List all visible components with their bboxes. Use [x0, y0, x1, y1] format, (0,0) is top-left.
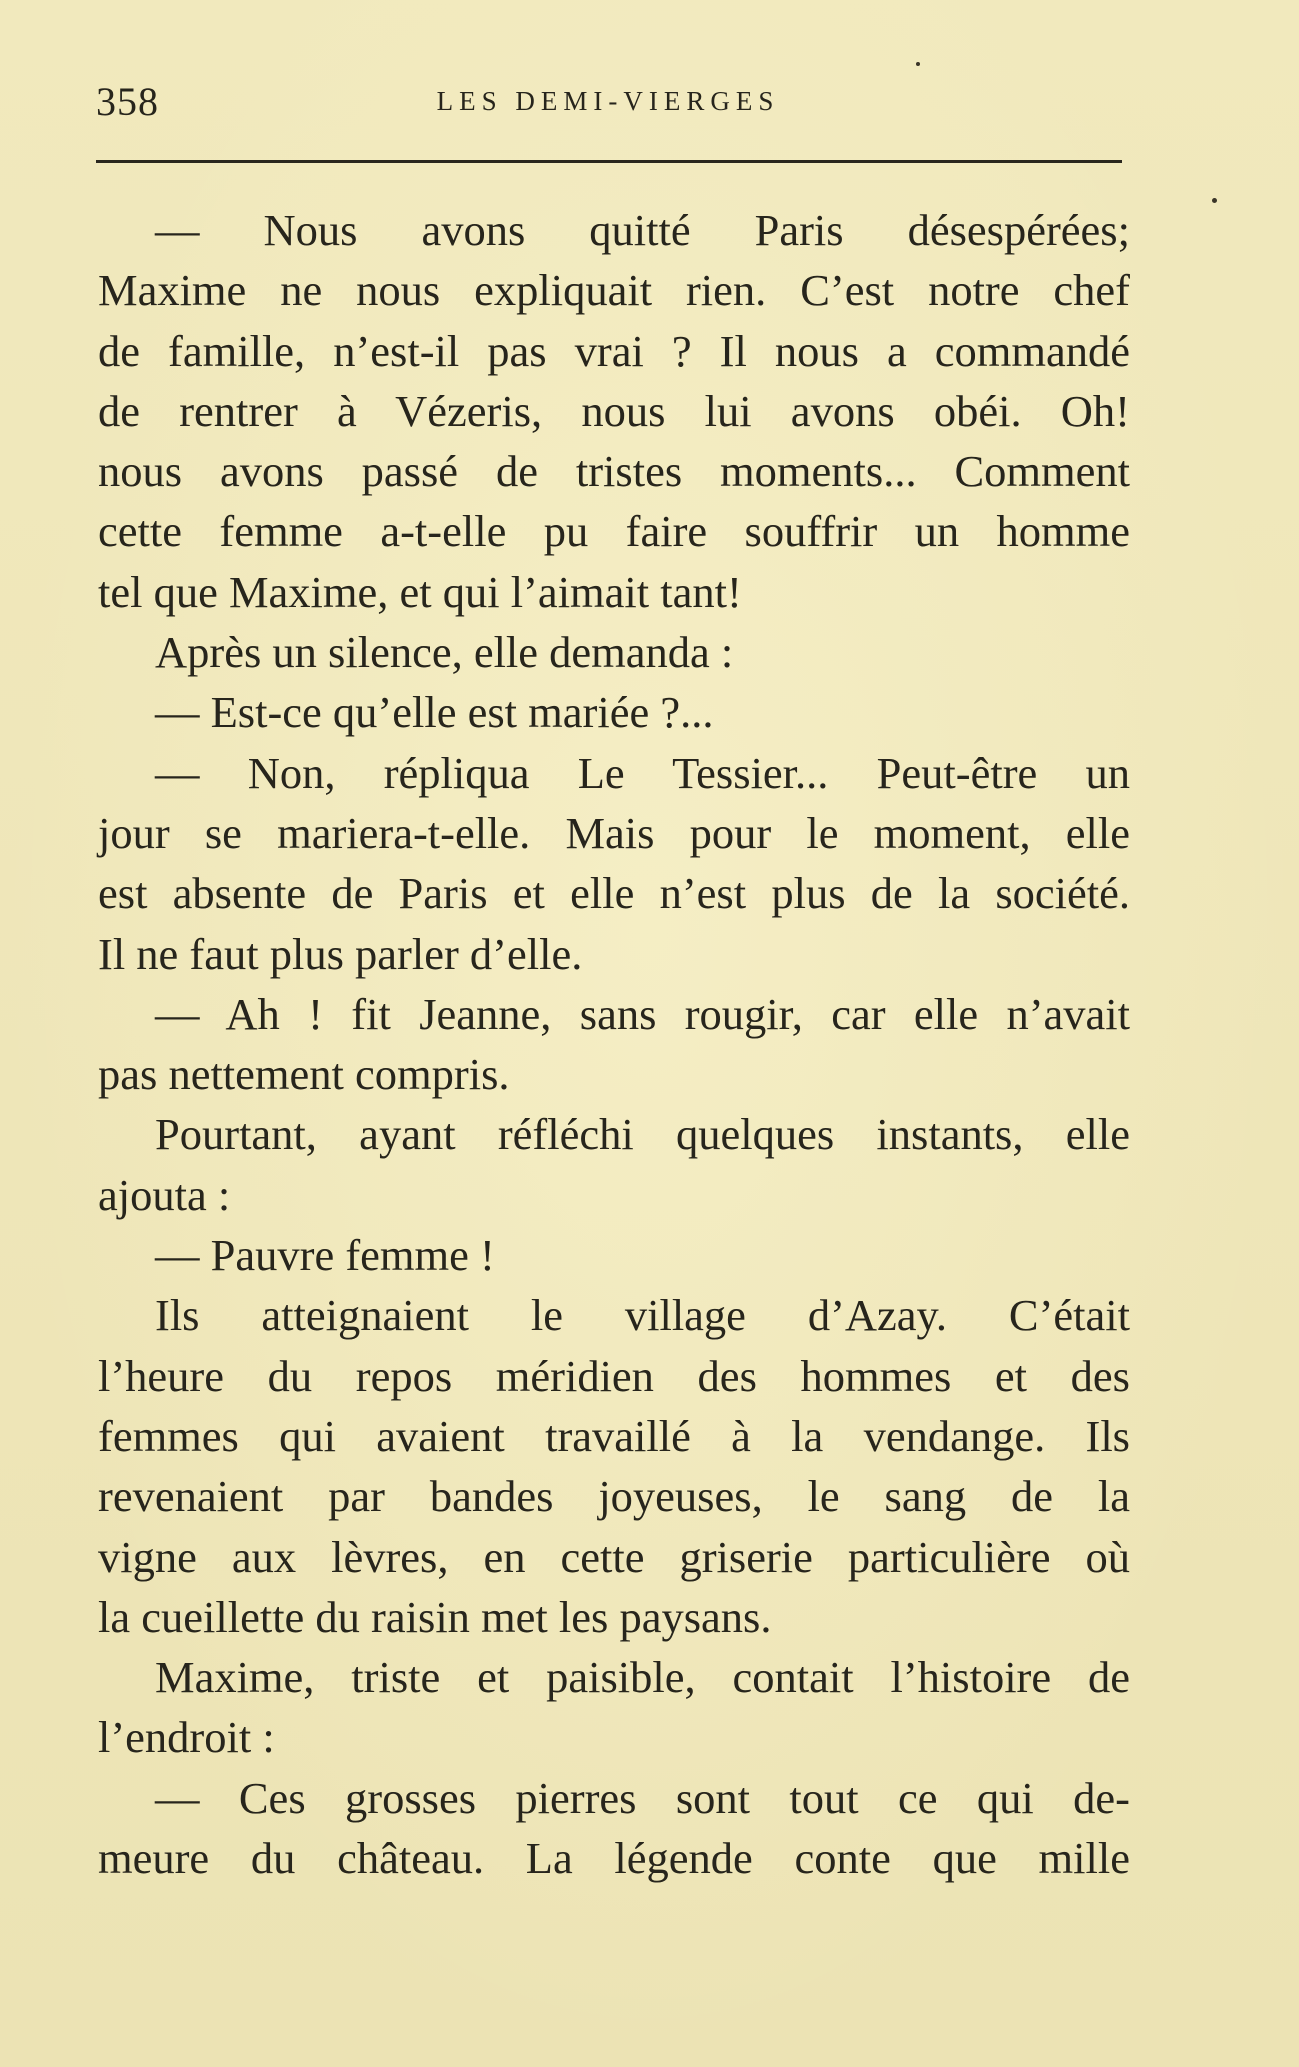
text-line: est absente de Paris et elle n’est plus de la société. [98, 868, 1130, 919]
text-line: — Ces grosses pierres sont tout ce qui de- [155, 1772, 1130, 1823]
text-line: jour se mariera-t-elle. Mais pour le moment, elle [98, 807, 1130, 858]
text-line: l’heure du repos méridien des hommes et des [98, 1350, 1130, 1401]
page-number: 358 [96, 79, 159, 124]
text-line: revenaient par bandes joyeuses, le sang de la [98, 1471, 1130, 1522]
running-title: LES DEMI-VIERGES [436, 86, 780, 116]
text-line: ajouta : [98, 1169, 231, 1220]
text-line: Maxime ne nous expliquait rien. C’est notre chef [98, 265, 1130, 316]
text-line: — Est-ce qu’elle est mariée ?... [155, 687, 714, 738]
text-line: meure du château. La légende conte que mille [98, 1833, 1130, 1884]
text-line: — Pauvre femme ! [155, 1230, 495, 1281]
text-line: Il ne faut plus parler d’elle. [98, 928, 583, 979]
text-line: cette femme a-t-elle pu faire souffrir un homme [98, 506, 1130, 557]
text-line: nous avons passé de tristes moments... Comment [98, 446, 1130, 497]
text-line: — Nous avons quitté Paris désespérées; [155, 205, 1130, 255]
text-line: — Ah ! fit Jeanne, sans rougir, car elle n’avait [155, 988, 1130, 1039]
text-line: l’endroit : [98, 1712, 275, 1763]
text-line: pas nettement compris. [98, 1049, 510, 1100]
page-header [96, 70, 1120, 130]
text-line: de famille, n’est-il pas vrai ? Il nous a commandé [98, 325, 1130, 376]
text-line: de rentrer à Vézeris, nous lui avons obéi. Oh! [98, 385, 1130, 436]
text-line: Après un silence, elle demanda : [155, 627, 734, 678]
text-line: vigne aux lèvres, en cette griserie particulière où [98, 1531, 1130, 1582]
text-line: Pourtant, ayant réfléchi quelques instants, elle [155, 1109, 1130, 1160]
text-line: Maxime, triste et paisible, contait l’histoire de [155, 1652, 1130, 1703]
text-line: — Non, répliqua Le Tessier... Peut-être un [155, 747, 1130, 798]
text-line: Ils atteignaient le village d’Azay. C’était [155, 1290, 1130, 1341]
body-text [98, 200, 1130, 1888]
paper-speck [916, 62, 920, 66]
text-line: tel que Maxime, et qui l’aimait tant! [98, 566, 742, 617]
header-rule [96, 160, 1122, 163]
text-line: la cueillette du raisin met les paysans. [98, 1591, 772, 1642]
paper-speck [1212, 198, 1217, 203]
text-line: femmes qui avaient travaillé à la vendange. Ils [98, 1410, 1130, 1461]
